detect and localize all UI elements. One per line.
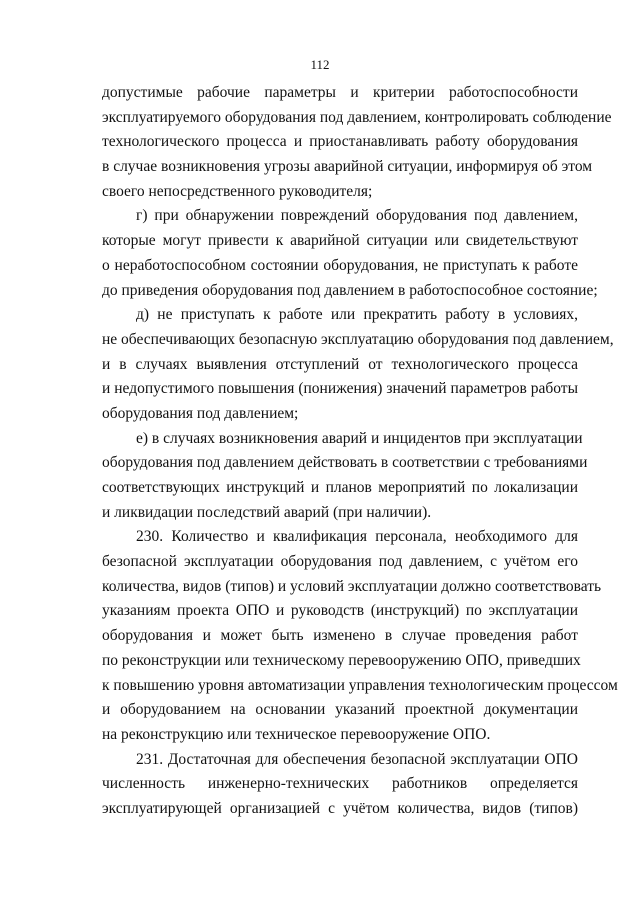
text-line: 230. Количество и квалификация персонала, необходимого для <box>136 528 578 546</box>
text-line: эксплуатируемого оборудования под давлением, контролировать соблюдение <box>102 108 612 126</box>
text-line: о неработоспособном состоянии оборудования, не приступать к работе <box>102 256 578 274</box>
paragraph-item-d <box>102 303 614 426</box>
paragraph-item-g <box>102 204 598 303</box>
text-line: и в случаях выявления отступлений от технологического процесса <box>102 355 578 373</box>
text-line: е) в случаях возникновения аварий и инцидентов при эксплуатации <box>136 429 583 447</box>
paragraph-clause-231 <box>102 748 578 822</box>
text-line: допустимые рабочие параметры и критерии работоспособности <box>102 84 578 101</box>
text-line: технологического процесса и приостанавливать работу оборудования <box>102 133 578 151</box>
text-line: по реконструкции или техническому перевооружению ОПО, приведших <box>102 651 581 669</box>
text-line: в случае возникновения угрозы аварийной ситуации, информируя об этом <box>102 158 593 176</box>
document-body <box>102 81 618 822</box>
text-line: д) не приступать к работе или прекратить работу в условиях, <box>136 306 578 324</box>
text-line: безопасной эксплуатации оборудования под давлением, с учётом его <box>102 553 578 571</box>
text-line: своего непосредственного руководителя; <box>102 182 373 200</box>
text-line: оборудования и может быть изменено в случае проведения работ <box>102 627 578 645</box>
text-line: и оборудованием на основании указаний проектной документации <box>102 701 578 719</box>
text-line: и недопустимого повышения (понижения) значений параметров работы <box>102 380 578 398</box>
page-number: 112 <box>310 57 330 72</box>
text-line: 231. Достаточная для обеспечения безопасной эксплуатации ОПО <box>136 750 578 768</box>
text-line: численность инженерно-технических работников определяется <box>102 775 578 793</box>
text-line: к повышению уровня автоматизации управления технологическим процессом <box>102 676 618 694</box>
paragraph-clause-230 <box>102 525 618 747</box>
text-line: которые могут привести к аварийной ситуации или свидетельствуют <box>102 232 578 250</box>
text-line: оборудования под давлением действовать в соответствии с требованиями <box>102 454 588 472</box>
text-line: количества, видов (типов) и условий эксплуатации должно соответствовать <box>102 577 602 595</box>
text-line: до приведения оборудования под давлением в работоспособное состояние; <box>102 281 598 299</box>
text-line: эксплуатирующей организацией с учётом количества, видов (типов) <box>102 799 578 817</box>
text-line: и ликвидации последствий аварий (при наличии). <box>102 503 432 521</box>
text-line: указаниям проекта ОПО и руководств (инструкций) по эксплуатации <box>102 602 578 620</box>
paragraph-continuation <box>102 81 612 204</box>
text-line: не обеспечивающих безопасную эксплуатацию оборудования под давлением, <box>102 330 614 348</box>
text-line: г) при обнаружении повреждений оборудования под давлением, <box>136 207 578 225</box>
text-line: на реконструкцию или техническое перевооружение ОПО. <box>102 725 491 743</box>
paragraph-item-e <box>102 427 588 526</box>
text-line: соответствующих инструкций и планов мероприятий по локализации <box>102 479 578 496</box>
text-line: оборудования под давлением; <box>102 404 299 422</box>
